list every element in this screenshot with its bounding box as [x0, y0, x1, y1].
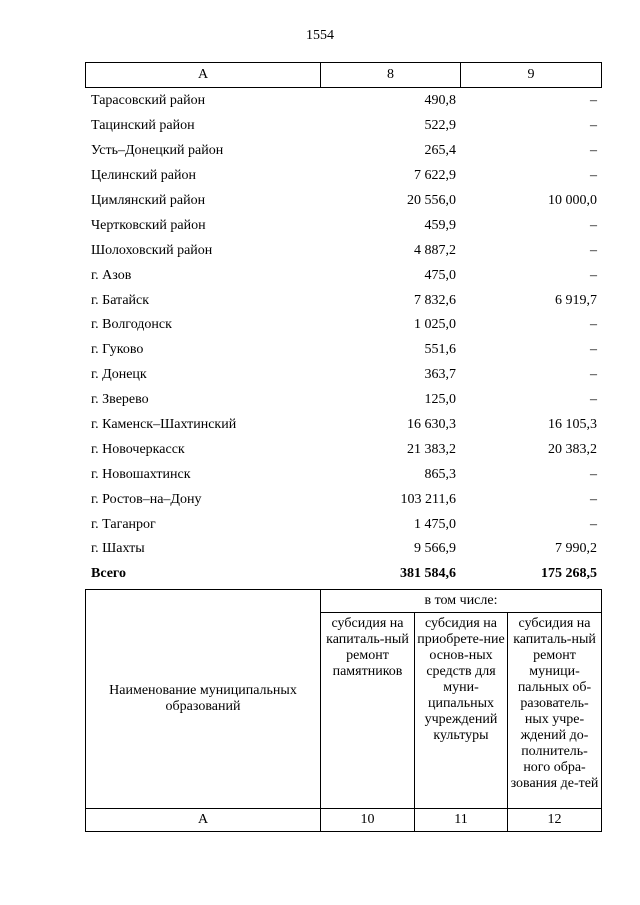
- value-col-9: 7 990,2: [555, 541, 597, 557]
- municipality-name: Усть–Донецкий район: [91, 143, 224, 159]
- table-row: [85, 537, 601, 562]
- table-row: [85, 164, 601, 189]
- value-col-9: 16 105,3: [548, 417, 597, 433]
- value-col-9: –: [590, 242, 597, 258]
- municipal-name-header: Наименование муниципальных образований: [86, 590, 321, 809]
- municipality-name: г. Новошахтинск: [91, 466, 191, 482]
- table-row: [85, 89, 601, 114]
- municipality-name: Цимлянский район: [91, 193, 206, 208]
- col-10-header: субсидия на капиталь-ный ремонт памятников: [321, 613, 415, 809]
- header-col-8: 8: [321, 63, 461, 88]
- value-col-8: 459,9: [424, 217, 456, 233]
- value-col-8: 7 832,6: [414, 292, 456, 308]
- value-col-9: –: [590, 491, 597, 507]
- value-col-8: 7 622,9: [414, 168, 456, 184]
- table-row: [85, 313, 601, 338]
- municipality-name: г. Батайск: [91, 292, 150, 308]
- value-col-9: 10 000,0: [548, 193, 597, 208]
- index-col-11: 11: [415, 809, 508, 832]
- table-row: [85, 413, 601, 438]
- value-col-8: 551,6: [424, 342, 456, 358]
- municipality-name: г. Гуково: [91, 342, 144, 358]
- value-col-8: 103 211,6: [400, 491, 456, 507]
- value-col-9: –: [590, 168, 597, 184]
- index-col-10: 10: [321, 809, 415, 832]
- value-col-9: –: [590, 93, 597, 109]
- value-col-9: –: [590, 118, 597, 134]
- value-col-9: –: [590, 392, 597, 408]
- value-col-9: –: [590, 267, 597, 283]
- municipality-name: г. Шахты: [91, 541, 145, 557]
- value-col-9: 20 383,2: [548, 441, 597, 457]
- municipality-name: г. Волгодонск: [91, 317, 172, 333]
- table-row: [85, 363, 601, 388]
- table-row: [85, 512, 601, 537]
- municipality-name: г. Зверево: [91, 392, 149, 408]
- value-col-9: 6 919,7: [555, 292, 597, 308]
- value-col-8: 522,9: [424, 118, 456, 134]
- municipality-name: г. Таганрог: [91, 516, 156, 532]
- value-col-9: –: [590, 217, 597, 233]
- value-col-9: 175 268,5: [541, 566, 597, 582]
- municipality-name: Чертковский район: [91, 217, 206, 233]
- table-row: [85, 238, 601, 263]
- top-header-table: [85, 62, 602, 88]
- index-col-a: А: [86, 809, 321, 832]
- header-col-9: 9: [461, 63, 602, 88]
- table-row: [85, 487, 601, 512]
- municipality-name: г. Каменск–Шахтинский: [91, 417, 237, 433]
- value-col-8: 265,4: [424, 143, 456, 159]
- value-col-8: 381 584,6: [400, 566, 456, 582]
- total-row: [85, 562, 601, 587]
- col-12-header: субсидия на капиталь-ный ремонт муници-пальных об-разователь-ных учре-ждений до-полнитель-ного обра-зования де-тей: [508, 613, 602, 809]
- table-row: [85, 338, 601, 363]
- value-col-8: 21 383,2: [407, 441, 456, 457]
- value-col-9: –: [590, 143, 597, 159]
- value-col-8: 1 475,0: [414, 516, 456, 532]
- table-row: [85, 462, 601, 487]
- municipality-name: Целинский район: [91, 168, 196, 184]
- value-col-8: 20 556,0: [407, 193, 456, 208]
- value-col-9: –: [590, 317, 597, 333]
- municipality-name: Шолоховский район: [91, 242, 213, 258]
- table-row: [85, 437, 601, 462]
- municipality-name: г. Азов: [91, 267, 132, 283]
- value-col-9: –: [590, 342, 597, 358]
- value-col-8: 865,3: [424, 466, 456, 482]
- value-col-8: 490,8: [424, 93, 456, 109]
- table-row: [85, 213, 601, 238]
- municipality-name: г. Ростов–на–Дону: [91, 491, 202, 507]
- page-number: 1554: [306, 28, 334, 43]
- municipality-name: Всего: [91, 566, 126, 582]
- value-col-9: –: [590, 367, 597, 383]
- table-row: [85, 288, 601, 313]
- table-row: [85, 263, 601, 288]
- table-row: [85, 189, 601, 214]
- value-col-8: 475,0: [424, 267, 456, 283]
- value-col-8: 4 887,2: [414, 242, 456, 258]
- value-col-9: –: [590, 466, 597, 482]
- table-row: [85, 114, 601, 139]
- municipality-name: Тарасовский район: [91, 93, 206, 109]
- bottom-header-row-1: [86, 590, 602, 613]
- in-that-number-header: в том числе:: [321, 590, 602, 613]
- value-col-8: 9 566,9: [414, 541, 456, 557]
- data-table-body: [85, 89, 601, 587]
- top-header-row: [86, 63, 602, 88]
- municipality-name: г. Донецк: [91, 367, 147, 383]
- col-11-header: субсидия на приобрете-ние основ-ных средств для муни-ципальных учреждений культуры: [415, 613, 508, 809]
- municipality-name: г. Новочеркасск: [91, 441, 185, 457]
- bottom-index-row: [86, 809, 602, 832]
- data-table: [85, 89, 601, 587]
- value-col-8: 1 025,0: [414, 317, 456, 333]
- value-col-8: 363,7: [424, 367, 456, 383]
- value-col-8: 16 630,3: [407, 417, 456, 433]
- table-row: [85, 388, 601, 413]
- index-col-12: 12: [508, 809, 602, 832]
- value-col-9: –: [590, 516, 597, 532]
- table-row: [85, 139, 601, 164]
- municipality-name: Тацинский район: [91, 118, 195, 134]
- bottom-header-table: [85, 589, 602, 832]
- value-col-8: 125,0: [424, 392, 456, 408]
- header-col-a: А: [86, 63, 321, 88]
